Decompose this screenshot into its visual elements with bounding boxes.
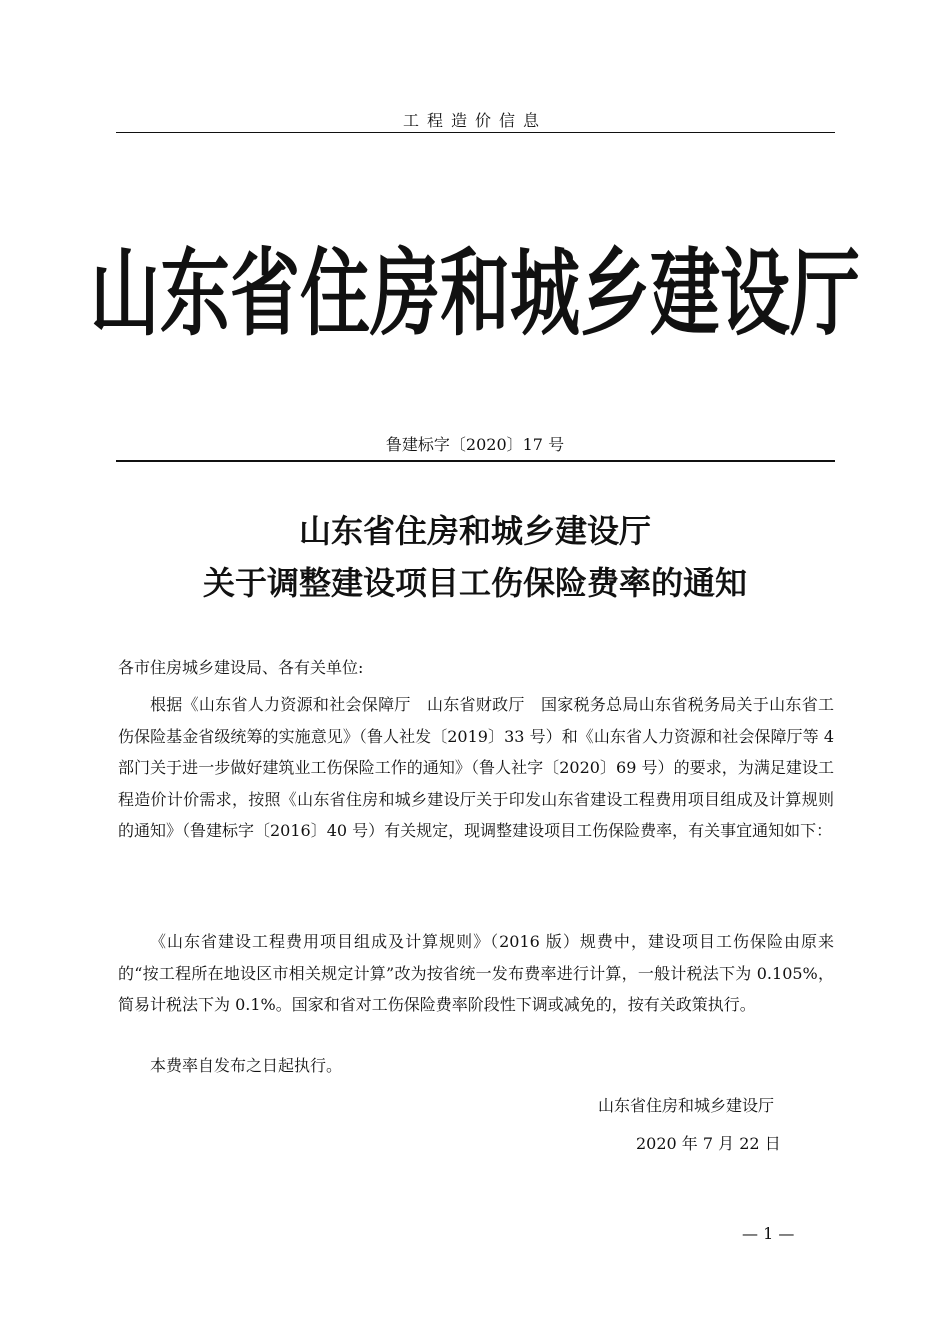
document-title-line1: 山东省住房和城乡建设厅 xyxy=(298,512,651,550)
letterhead-agency: 山东省住房和城乡建设厅 xyxy=(90,236,860,349)
document-number: 鲁建标字〔2020〕17 号 xyxy=(385,435,565,454)
page-number: — 1 — xyxy=(742,1224,795,1243)
salutation: 各市住房城乡建设局、各有关单位: xyxy=(118,658,364,677)
header-divider xyxy=(116,132,835,133)
letterhead-divider xyxy=(116,460,835,462)
signature-agency: 山东省住房和城乡建设厅 xyxy=(598,1096,775,1115)
signature-date: 2020 年 7 月 22 日 xyxy=(636,1134,781,1153)
body-paragraph: 《山东省建设工程费用项目组成及计算规则》（2016 版）规费中，建设项目工伤保险由原来的“按工程所在地设区市相关规定计算”改为按省统一发布费率进行计算，一般计税法下为 0.105%，简易计税法下为 0.1%。国家和省对工伤保险费率阶段性下调或减免的，按有关政策执行。 xyxy=(118,932,834,1014)
body-paragraph: 根据《山东省人力资源和社会保障厅 山东省财政厅 国家税务总局山东省税务局关于山东省工伤保险基金省级统筹的实施意见》（鲁人社发〔2019〕33 号）和《山东省人力资源和社会保障厅等 4 部门关于进一步做好建筑业工伤保险工作的通知》（鲁人社字〔2020〕69 号）的要求，为满足建设工程造价计价需求，按照《山东省住房和城乡建设厅关于印发山东省建设工程费用项目组成及计算规则的通知》（鲁建标字〔2016〕40 号）有关规定，现调整建设项目工伤保险费率，有关事宜通知如下： xyxy=(118,695,834,840)
header-banner: 工程造价信息 xyxy=(402,111,547,130)
document-title-line2: 关于调整建设项目工伤保险费率的通知 xyxy=(202,564,747,602)
body-paragraph: 本费率自发布之日起执行。 xyxy=(150,1056,343,1075)
